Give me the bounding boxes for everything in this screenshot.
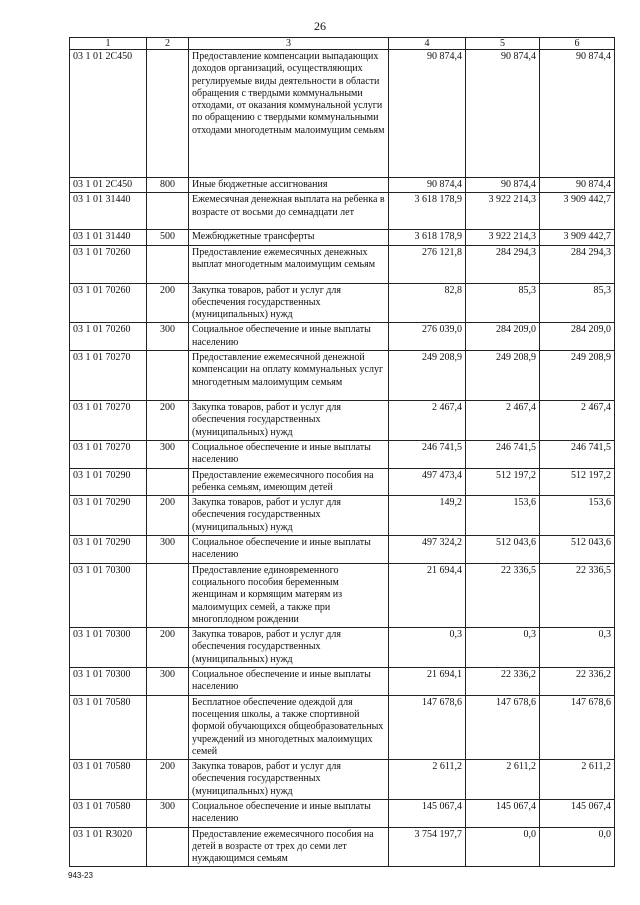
amount-year-3-cell: 2 467,4 [540,401,615,441]
column-header-1: 1 [70,38,147,50]
description-cell: Социальное обеспечение и иные выплаты населению [189,536,389,564]
expense-type-cell: 300 [147,536,189,564]
amount-year-3-cell: 90 874,4 [540,50,615,178]
table-row [70,760,615,800]
expense-type-cell: 200 [147,401,189,441]
table-row [70,468,615,496]
amount-year-3-cell: 512 197,2 [540,468,615,496]
table-row [70,668,615,696]
amount-year-1-cell: 2 611,2 [389,760,466,800]
amount-year-3-cell: 3 909 442,7 [540,193,615,230]
amount-year-1-cell: 276 039,0 [389,323,466,351]
expense-type-cell: 300 [147,668,189,696]
code-cell: 03 1 01 70290 [70,468,147,496]
amount-year-1-cell: 2 467,4 [389,401,466,441]
amount-year-2-cell: 3 922 214,3 [466,230,540,245]
expense-type-cell [147,695,189,759]
table-row [70,496,615,536]
amount-year-3-cell: 0,3 [540,628,615,668]
column-header-6: 6 [540,38,615,50]
expense-type-cell [147,351,189,401]
code-cell: 03 1 01 70260 [70,323,147,351]
code-cell: 03 1 01 70580 [70,695,147,759]
amount-year-3-cell: 3 909 442,7 [540,230,615,245]
table-row [70,628,615,668]
amount-year-1-cell: 21 694,1 [389,668,466,696]
expense-type-cell: 300 [147,440,189,468]
amount-year-3-cell: 90 874,4 [540,178,615,193]
code-cell: 03 1 01 31440 [70,193,147,230]
description-cell: Ежемесячная денежная выплата на ребенка в возрасте от восьми до семнадцати лет [189,193,389,230]
budget-table [69,37,615,867]
description-cell: Предоставление ежемесячных денежных выплат многодетным малоимущим семьям [189,245,389,283]
column-header-4: 4 [389,38,466,50]
code-cell: 03 1 01 70270 [70,401,147,441]
amount-year-3-cell: 22 336,5 [540,563,615,627]
description-cell: Бесплатное обеспечение одеждой для посещения школы, а также спортивной формой обучающихся общеобразовательных учреждений из многодетных малоимущих семей [189,695,389,759]
code-cell: 03 1 01 R3020 [70,827,147,867]
expense-type-cell: 500 [147,230,189,245]
table-row [70,695,615,759]
amount-year-2-cell: 0,0 [466,827,540,867]
amount-year-2-cell: 249 208,9 [466,351,540,401]
amount-year-1-cell: 246 741,5 [389,440,466,468]
amount-year-2-cell: 153,6 [466,496,540,536]
description-cell: Закупка товаров, работ и услуг для обеспечения государственных (муниципальных) нужд [189,401,389,441]
code-cell: 03 1 01 70270 [70,351,147,401]
table-row [70,536,615,564]
table-row [70,799,615,827]
amount-year-1-cell: 147 678,6 [389,695,466,759]
amount-year-2-cell: 22 336,5 [466,563,540,627]
description-cell: Иные бюджетные ассигнования [189,178,389,193]
expense-type-cell: 300 [147,799,189,827]
amount-year-3-cell: 249 208,9 [540,351,615,401]
expense-type-cell [147,245,189,283]
amount-year-1-cell: 82,8 [389,283,466,323]
table-row [70,178,615,193]
description-cell: Социальное обеспечение и иные выплаты населению [189,323,389,351]
amount-year-1-cell: 149,2 [389,496,466,536]
code-cell: 03 1 01 2С450 [70,178,147,193]
amount-year-3-cell: 147 678,6 [540,695,615,759]
table-row [70,50,615,178]
amount-year-1-cell: 249 208,9 [389,351,466,401]
table-row [70,230,615,245]
code-cell: 03 1 01 70580 [70,760,147,800]
expense-type-cell: 300 [147,323,189,351]
amount-year-2-cell: 3 922 214,3 [466,193,540,230]
code-cell: 03 1 01 70270 [70,440,147,468]
description-cell: Закупка товаров, работ и услуг для обеспечения государственных (муниципальных) нужд [189,760,389,800]
amount-year-1-cell: 276 121,8 [389,245,466,283]
amount-year-2-cell: 2 611,2 [466,760,540,800]
expense-type-cell: 200 [147,628,189,668]
table-row [70,245,615,283]
description-cell: Предоставление компенсации выпадающих доходов организаций, осуществляющих регулируемые виды деятельности в области обращения с твердыми коммунальными отходами, от оказания коммунальной услуги по обращению с твердыми коммунальными отходами многодетным малоимущим семьям [189,50,389,178]
column-header-5: 5 [466,38,540,50]
amount-year-1-cell: 3 618 178,9 [389,193,466,230]
table-row [70,563,615,627]
table-row [70,323,615,351]
description-cell: Закупка товаров, работ и услуг для обеспечения государственных (муниципальных) нужд [189,628,389,668]
table-row [70,827,615,867]
expense-type-cell: 200 [147,760,189,800]
expense-type-cell: 800 [147,178,189,193]
table-row [70,283,615,323]
code-cell: 03 1 01 70300 [70,668,147,696]
code-cell: 03 1 01 70290 [70,496,147,536]
code-cell: 03 1 01 31440 [70,230,147,245]
expense-type-cell [147,827,189,867]
amount-year-1-cell: 3 754 197,7 [389,827,466,867]
expense-type-cell [147,468,189,496]
amount-year-2-cell: 0,3 [466,628,540,668]
description-cell: Социальное обеспечение и иные выплаты населению [189,668,389,696]
amount-year-3-cell: 284 209,0 [540,323,615,351]
amount-year-3-cell: 85,3 [540,283,615,323]
table-header-row [70,38,615,50]
expense-type-cell: 200 [147,496,189,536]
amount-year-2-cell: 145 067,4 [466,799,540,827]
amount-year-2-cell: 2 467,4 [466,401,540,441]
amount-year-3-cell: 512 043,6 [540,536,615,564]
amount-year-2-cell: 147 678,6 [466,695,540,759]
column-header-2: 2 [147,38,189,50]
code-cell: 03 1 01 70300 [70,628,147,668]
amount-year-2-cell: 284 209,0 [466,323,540,351]
code-cell: 03 1 01 70260 [70,283,147,323]
amount-year-1-cell: 21 694,4 [389,563,466,627]
expense-type-cell [147,50,189,178]
amount-year-3-cell: 153,6 [540,496,615,536]
amount-year-1-cell: 497 324,2 [389,536,466,564]
page-number: 26 [314,19,326,33]
amount-year-1-cell: 90 874,4 [389,178,466,193]
code-cell: 03 1 01 2С450 [70,50,147,178]
amount-year-2-cell: 90 874,4 [466,178,540,193]
amount-year-1-cell: 0,3 [389,628,466,668]
table-row [70,193,615,230]
amount-year-3-cell: 246 741,5 [540,440,615,468]
code-cell: 03 1 01 70260 [70,245,147,283]
amount-year-3-cell: 145 067,4 [540,799,615,827]
amount-year-1-cell: 3 618 178,9 [389,230,466,245]
expense-type-cell: 200 [147,283,189,323]
amount-year-2-cell: 90 874,4 [466,50,540,178]
code-cell: 03 1 01 70290 [70,536,147,564]
description-cell: Предоставление ежемесячного пособия на ребенка семьям, имеющим детей [189,468,389,496]
footer-document-code: 943-23 [68,871,93,880]
amount-year-1-cell: 497 473,4 [389,468,466,496]
description-cell: Предоставление ежемесячной денежной компенсации на оплату коммунальных услуг многодетным малоимущим семьям [189,351,389,401]
column-header-3: 3 [189,38,389,50]
description-cell: Закупка товаров, работ и услуг для обеспечения государственных (муниципальных) нужд [189,283,389,323]
description-cell: Социальное обеспечение и иные выплаты населению [189,440,389,468]
amount-year-2-cell: 85,3 [466,283,540,323]
amount-year-3-cell: 22 336,2 [540,668,615,696]
description-cell: Предоставление единовременного социального пособия беременным женщинам и кормящим матерям из малоимущих семей, а также при многоплодном рождении [189,563,389,627]
code-cell: 03 1 01 70300 [70,563,147,627]
table-row [70,351,615,401]
description-cell: Межбюджетные трансферты [189,230,389,245]
amount-year-1-cell: 145 067,4 [389,799,466,827]
amount-year-1-cell: 90 874,4 [389,50,466,178]
amount-year-2-cell: 512 197,2 [466,468,540,496]
amount-year-2-cell: 284 294,3 [466,245,540,283]
code-cell: 03 1 01 70580 [70,799,147,827]
description-cell: Социальное обеспечение и иные выплаты населению [189,799,389,827]
table-row [70,440,615,468]
expense-type-cell [147,193,189,230]
amount-year-3-cell: 0,0 [540,827,615,867]
description-cell: Предоставление ежемесячного пособия на детей в возрасте от трех до семи лет нуждающимся семьям [189,827,389,867]
amount-year-3-cell: 284 294,3 [540,245,615,283]
amount-year-2-cell: 512 043,6 [466,536,540,564]
amount-year-2-cell: 246 741,5 [466,440,540,468]
expense-type-cell [147,563,189,627]
table-row [70,401,615,441]
amount-year-3-cell: 2 611,2 [540,760,615,800]
amount-year-2-cell: 22 336,2 [466,668,540,696]
description-cell: Закупка товаров, работ и услуг для обеспечения государственных (муниципальных) нужд [189,496,389,536]
